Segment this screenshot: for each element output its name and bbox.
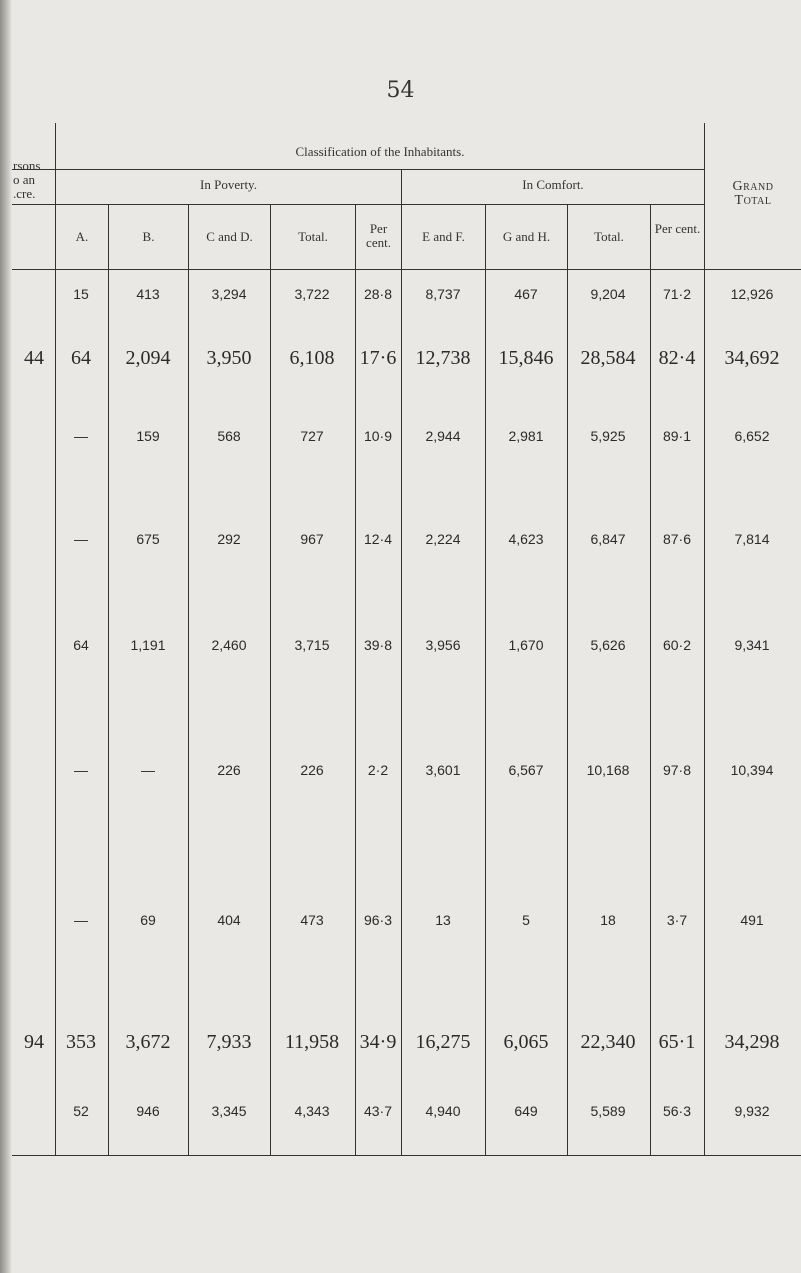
classification-heading: Classification of the Inhabitants. xyxy=(295,144,465,159)
table-cell: 2,094 xyxy=(125,347,171,369)
table-cell: 946 xyxy=(136,1103,160,1119)
table-cell: 4,343 xyxy=(294,1103,330,1119)
rule-table-bottom xyxy=(12,1155,801,1156)
table-cell: 7,814 xyxy=(734,531,770,547)
grand-total-line-1: Grand xyxy=(732,179,774,194)
table-cell: 2,224 xyxy=(425,531,461,547)
rule-under-classification xyxy=(12,169,704,170)
table-cell: 8,737 xyxy=(425,286,461,302)
table-cell: 5,589 xyxy=(590,1103,626,1119)
col-header-b: B. xyxy=(142,229,155,244)
table-cell: 2,460 xyxy=(211,637,247,653)
table-cell: 16,275 xyxy=(415,1031,471,1053)
table-cell: 10,394 xyxy=(730,762,774,778)
table-cell: 5,925 xyxy=(590,428,626,444)
table-cell: 4,623 xyxy=(508,531,544,547)
table-cell: — xyxy=(141,762,155,778)
row-left-value: 94 xyxy=(24,1031,44,1053)
table-cell: 15 xyxy=(73,286,89,302)
table-cell: 71·2 xyxy=(662,286,692,302)
table-cell: 1,670 xyxy=(508,637,544,653)
table-cell: 97·8 xyxy=(662,762,692,778)
table-cell: 3·7 xyxy=(666,912,688,928)
table-cell: 226 xyxy=(300,762,324,778)
table-cell: 353 xyxy=(66,1031,96,1053)
left-cut-line-3: .cre. xyxy=(13,186,36,201)
table-cell: 292 xyxy=(217,531,241,547)
page-number: 54 xyxy=(386,78,415,103)
table-cell: 6,567 xyxy=(508,762,544,778)
col-header-comfort-percent: Per cent. xyxy=(654,221,701,236)
table-cell: 12·4 xyxy=(363,531,393,547)
col-header-g-and-h: G and H. xyxy=(502,229,551,244)
table-cell: 2,981 xyxy=(508,428,544,444)
table-cell: 52 xyxy=(73,1103,89,1119)
table-cell: 18 xyxy=(600,912,616,928)
col-header-e-and-f: E and F. xyxy=(422,229,465,244)
table-cell: 6,065 xyxy=(503,1031,549,1053)
rule-under-header xyxy=(12,269,801,270)
table-cell: — xyxy=(74,428,88,444)
table-cell: 64 xyxy=(73,637,89,653)
table-cell: 6,108 xyxy=(289,347,335,369)
table-cell: 6,652 xyxy=(734,428,770,444)
table-cell: 3,672 xyxy=(125,1031,171,1053)
row-left-value: 44 xyxy=(24,347,44,369)
table-cell: 3,956 xyxy=(425,637,461,653)
table-cell: 3,601 xyxy=(425,762,461,778)
table-cell: 15,846 xyxy=(498,347,554,369)
table-cell: 3,722 xyxy=(294,286,330,302)
table-cell: 34,692 xyxy=(724,347,780,369)
col-header-comfort-total: Total. xyxy=(594,229,624,244)
table-cell: 2·2 xyxy=(367,762,389,778)
inhabitants-table xyxy=(0,123,801,1163)
table-cell: 96·3 xyxy=(363,912,393,928)
table-cell: 5,626 xyxy=(590,637,626,653)
table-cell: — xyxy=(74,912,88,928)
poverty-heading: In Poverty. xyxy=(200,177,257,192)
table-cell: 3,345 xyxy=(211,1103,247,1119)
table-cell: 39·8 xyxy=(363,637,393,653)
col-header-poverty-percent: Per cent. xyxy=(366,221,391,250)
table-cell: 473 xyxy=(300,912,324,928)
table-cell: 11,958 xyxy=(284,1031,340,1053)
table-cell: 69 xyxy=(140,912,156,928)
table-cell: 65·1 xyxy=(658,1031,696,1053)
table-cell: 12,738 xyxy=(415,347,471,369)
table-cell: 7,933 xyxy=(206,1031,252,1053)
table-cell: 43·7 xyxy=(363,1103,393,1119)
table-cell: 413 xyxy=(136,286,160,302)
table-cell: 64 xyxy=(71,347,91,369)
table-cell: 10,168 xyxy=(586,762,630,778)
table-cell: 12,926 xyxy=(730,286,774,302)
table-cell: 568 xyxy=(217,428,241,444)
col-header-poverty-total: Total. xyxy=(298,229,328,244)
table-cell: — xyxy=(74,762,88,778)
table-cell: 649 xyxy=(514,1103,538,1119)
table-cell: 9,204 xyxy=(590,286,626,302)
rule-poverty-comfort xyxy=(401,169,402,1155)
table-cell: 727 xyxy=(300,428,324,444)
table-cell: 28·8 xyxy=(363,286,393,302)
table-cell: 226 xyxy=(217,762,241,778)
grand-total-heading xyxy=(705,180,801,208)
table-cell: 28,584 xyxy=(580,347,636,369)
table-cell: 4,940 xyxy=(425,1103,461,1119)
table-cell: 56·3 xyxy=(662,1103,692,1119)
left-cut-line-2: o an xyxy=(13,172,36,187)
table-cell: 675 xyxy=(136,531,160,547)
table-cell: 87·6 xyxy=(662,531,692,547)
table-cell: 17·6 xyxy=(359,347,397,369)
table-cell: 5 xyxy=(522,912,530,928)
table-cell: 159 xyxy=(136,428,160,444)
left-cut-line-1: rsons xyxy=(13,158,41,173)
table-cell: 13 xyxy=(435,912,451,928)
table-cell: 89·1 xyxy=(662,428,692,444)
col-header-a: A. xyxy=(75,229,89,244)
table-cell: 82·4 xyxy=(658,347,696,369)
table-cell: 967 xyxy=(300,531,324,547)
left-cut-header xyxy=(13,159,55,201)
table-cell: 404 xyxy=(217,912,241,928)
rule-under-group xyxy=(12,204,704,205)
table-cell: 3,294 xyxy=(211,286,247,302)
table-cell: 22,340 xyxy=(580,1031,636,1053)
table-cell: 6,847 xyxy=(590,531,626,547)
table-cell: 9,932 xyxy=(734,1103,770,1119)
table-cell: 3,950 xyxy=(206,347,252,369)
grand-total-line-2: Total xyxy=(734,193,772,208)
table-cell: 9,341 xyxy=(734,637,770,653)
table-cell: 34·9 xyxy=(359,1031,397,1053)
table-cell: 3,715 xyxy=(294,637,330,653)
table-cell: 2,944 xyxy=(425,428,461,444)
table-cell: 467 xyxy=(514,286,538,302)
col-header-c-and-d: C and D. xyxy=(206,229,253,244)
table-cell: 491 xyxy=(740,912,764,928)
table-cell: 34,298 xyxy=(724,1031,780,1053)
table-cell: — xyxy=(74,531,88,547)
comfort-heading: In Comfort. xyxy=(522,177,584,192)
table-cell: 1,191 xyxy=(130,637,166,653)
table-cell: 10·9 xyxy=(363,428,393,444)
table-cell: 60·2 xyxy=(662,637,692,653)
